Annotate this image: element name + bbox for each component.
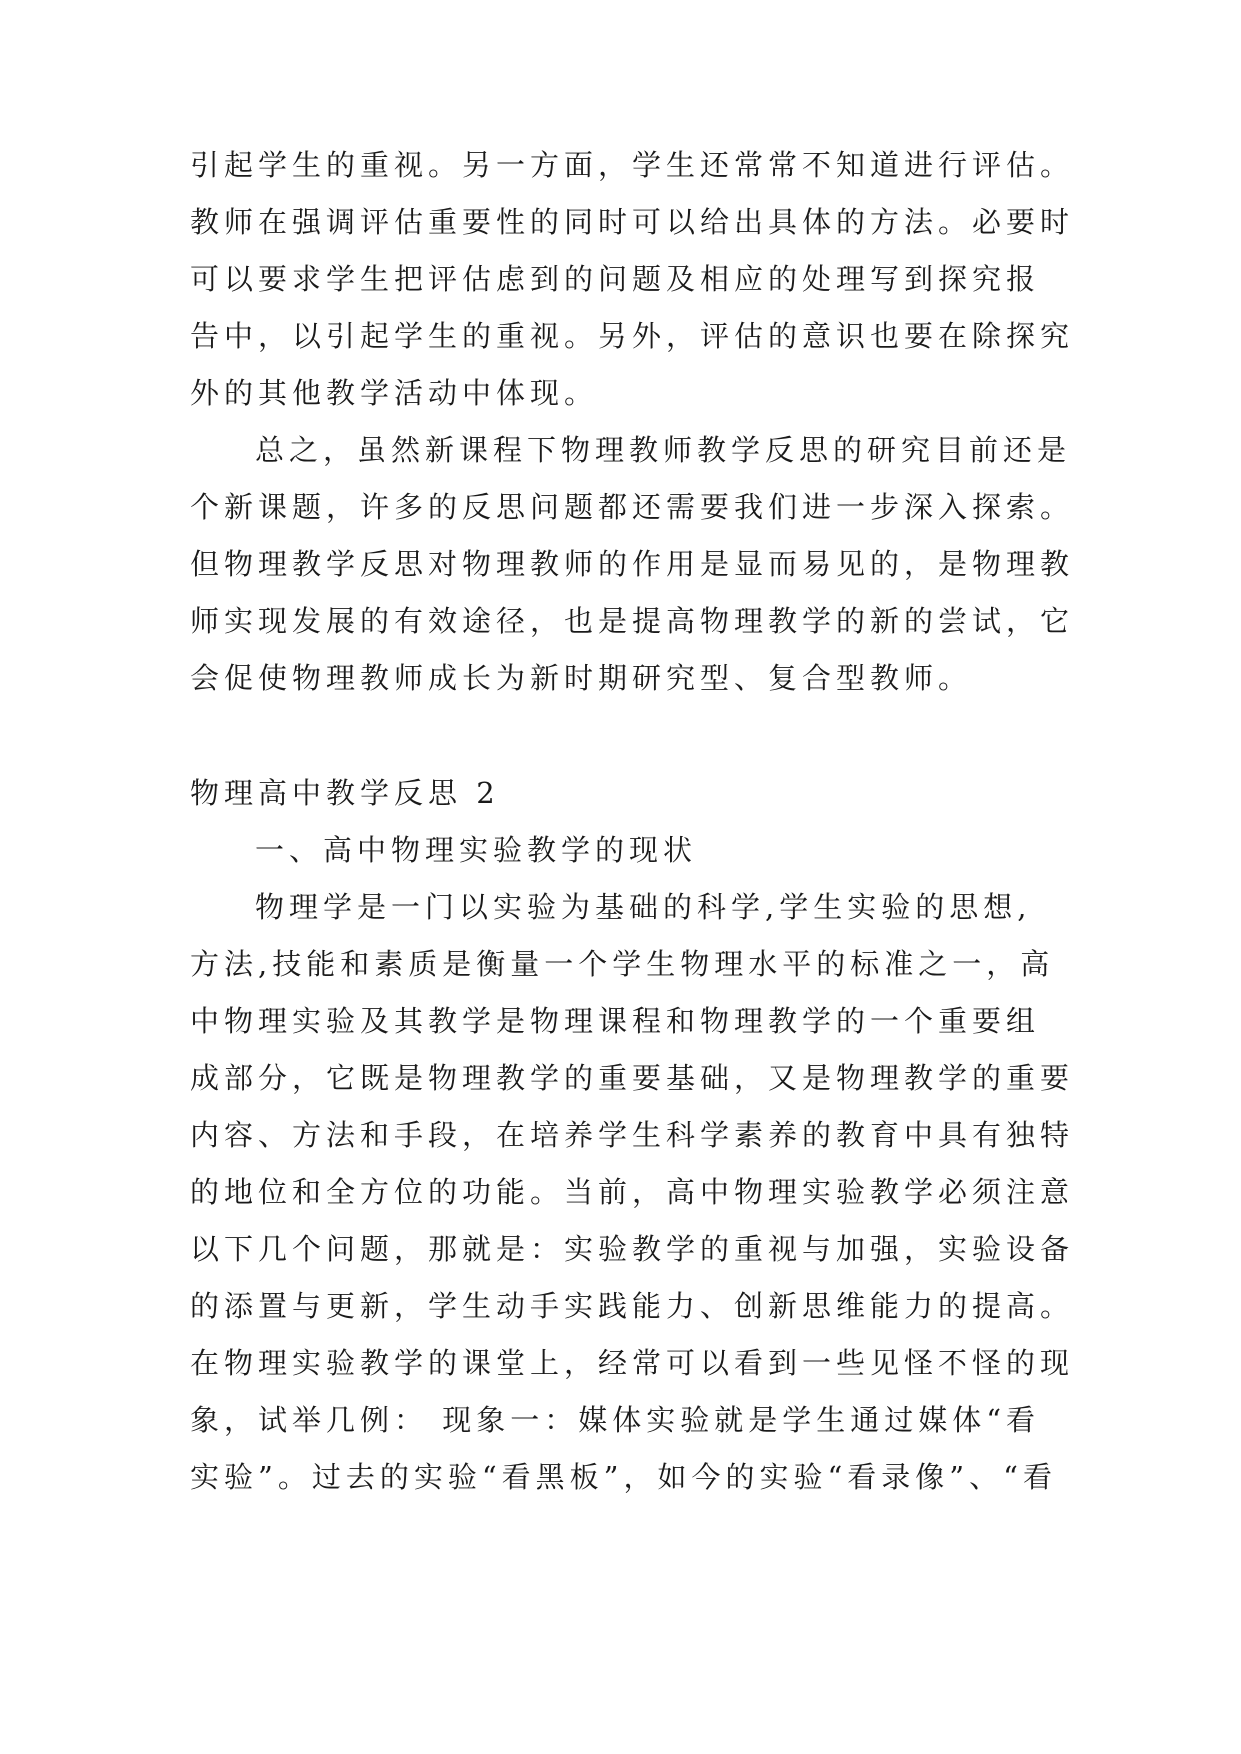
paragraph-2-line-3: 但物理教学反思对物理教师的作用是显而易见的，是物理教 xyxy=(190,547,1075,581)
paragraph-3-line-10: 象，试举几例： 现象一：媒体实验就是学生通过媒体“看 xyxy=(190,1403,1041,1437)
paragraph-2-line-2: 个新课题，许多的反思问题都还需要我们进一步深入探索。 xyxy=(190,490,1075,524)
paragraph-2-line-4: 师实现发展的有效途径，也是提高物理教学的新的尝试，它 xyxy=(190,604,1075,638)
paragraph-3-line-3: 中物理实验及其教学是物理课程和物理教学的一个重要组 xyxy=(190,1004,1041,1038)
paragraph-3-line-1: 物理学是一门以实验为基础的科学,学生实验的思想, xyxy=(255,890,1032,924)
paragraph-3-line-2: 方法,技能和素质是衡量一个学生物理水平的标准之一，高 xyxy=(190,947,1055,981)
paragraph-1-line-4: 告中，以引起学生的重视。另外，评估的意识也要在除探究 xyxy=(190,319,1075,353)
paragraph-3-line-9: 在物理实验教学的课堂上，经常可以看到一些见怪不怪的现 xyxy=(190,1346,1075,1380)
paragraph-1-line-2: 教师在强调评估重要性的同时可以给出具体的方法。必要时 xyxy=(190,205,1075,239)
paragraph-3-line-8: 的添置与更新，学生动手实践能力、创新思维能力的提高。 xyxy=(190,1289,1075,1323)
paragraph-3-line-6: 的地位和全方位的功能。当前，高中物理实验教学必须注意 xyxy=(190,1175,1075,1209)
paragraph-3-line-5: 内容、方法和手段，在培养学生科学素养的教育中具有独特 xyxy=(190,1118,1075,1152)
paragraph-1-line-3: 可以要求学生把评估虑到的问题及相应的处理写到探究报 xyxy=(190,262,1041,296)
paragraph-1-line-1: 引起学生的重视。另一方面，学生还常常不知道进行评估。 xyxy=(190,148,1075,182)
section-title: 物理高中教学反思 2 xyxy=(190,776,500,810)
paragraph-2-line-1: 总之，虽然新课程下物理教师教学反思的研究目前还是 xyxy=(255,433,1072,467)
paragraph-2-line-5: 会促使物理教师成长为新时期研究型、复合型教师。 xyxy=(190,661,973,695)
subheading: 一、高中物理实验教学的现状 xyxy=(255,833,698,867)
paragraph-3-line-4: 成部分，它既是物理教学的重要基础，又是物理教学的重要 xyxy=(190,1061,1075,1095)
paragraph-3-line-7: 以下几个问题，那就是：实验教学的重视与加强，实验设备 xyxy=(190,1232,1075,1266)
paragraph-3-line-11: 实验”。过去的实验“看黑板”，如今的实验“看录像”、“看 xyxy=(190,1460,1057,1494)
paragraph-1-line-5: 外的其他教学活动中体现。 xyxy=(190,376,599,410)
